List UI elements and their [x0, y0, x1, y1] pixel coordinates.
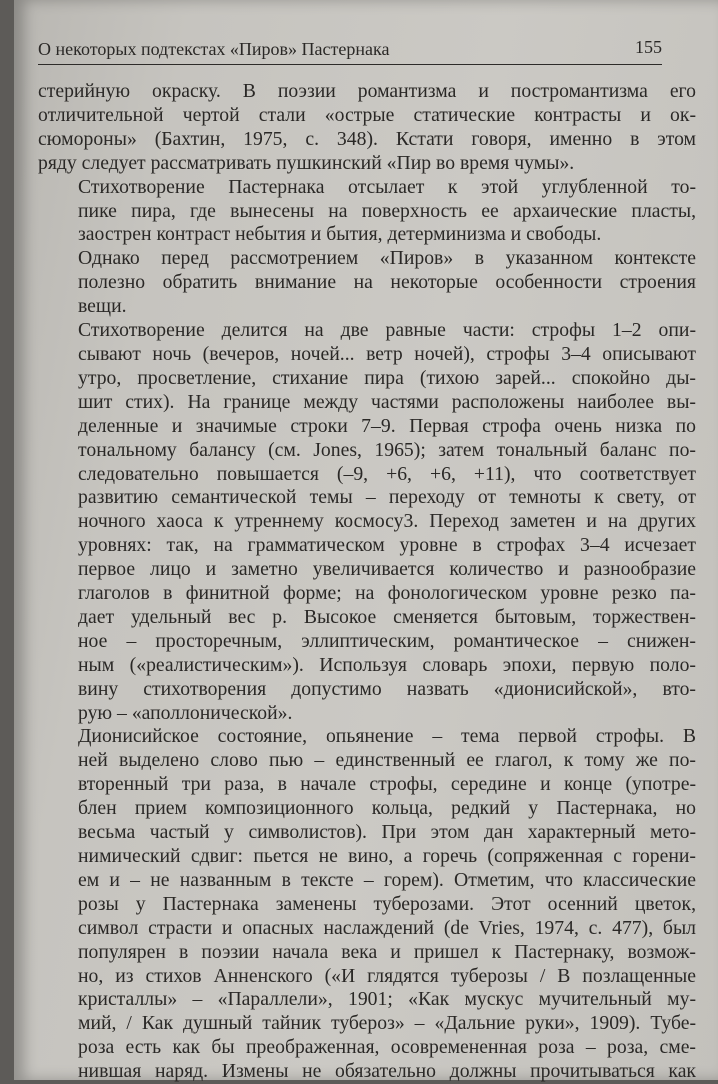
text-line: развитию семантической темы – переходу от темноты к свету, от: [78, 486, 696, 509]
text-line: ным («реалистическим»). Используя словарь эпохи, первую поло-: [78, 653, 696, 676]
text-line: следовательно повышается (–9, +6, +6, +11), что соответствует: [78, 462, 696, 485]
running-head: [38, 36, 662, 65]
text-line: нившая наряд. Измены не обязательно должны прочитываться как: [78, 1060, 696, 1083]
book-page: [14, 0, 718, 1083]
text-line: отличительной чертой стали «острые статические контрасты и ок-: [38, 103, 696, 126]
body-text: [38, 80, 696, 1084]
text-line: вещи.: [78, 295, 127, 318]
text-line: утро, просветление, стихание пира (тихою зарей... спокойно ды-: [78, 366, 696, 389]
text-line: рую – «аполлонической».: [78, 701, 293, 724]
text-line: нимический сдвиг: пьется не вино, а горечь (сопряженная с горени-: [78, 845, 696, 867]
text-line: дает удельный вес р. Высокое сменяется бытовым, торжествен-: [78, 605, 696, 628]
text-line: весьма частый у символистов). При этом дан характерный мето-: [78, 821, 696, 844]
text-line: символ страсти и опасных наслаждений (de Vries, 1974, c. 477), был: [78, 916, 696, 939]
text-line: Дионисийское состояние, опьянение – тема первой строфы. В: [78, 725, 696, 748]
text-line: ночного хаоса к утреннему космосу3. Переход заметен и на других: [78, 510, 696, 533]
paragraph: [38, 725, 696, 1084]
text-line: вину стихотворения допустимо назвать «дионисийской», вто-: [78, 677, 696, 700]
text-line: розы у Пастернака заменены туберозами. Этот осенний цветок,: [78, 892, 696, 915]
text-line: ем и – не названным в тексте – горем). Отметим, что классические: [78, 868, 696, 891]
page-number: 155: [635, 37, 662, 57]
text-line: пике пира, где вынесены на поверхность ее архаические пласты,: [78, 199, 696, 222]
text-line: кристаллы» – «Параллели», 1901; «Как мускус мучительный му-: [78, 988, 696, 1011]
text-line: вторенный три раза, в начале строфы, середине и конце (употре-: [78, 773, 696, 796]
text-line: ряду следует рассматривать пушкинский «Пир во время чумы».: [38, 151, 575, 174]
text-line: полезно обратить внимание на некоторые особенности строения: [78, 271, 696, 294]
running-head-title: О некоторых подтекстах «Пиров» Пастернака: [38, 39, 390, 59]
text-line: но, из стихов Анненского («И глядятся туберозы / В позлащенные: [78, 964, 696, 987]
text-line: глаголов в финитной форме; на фонологическом уровне резко па-: [78, 582, 696, 605]
text-line: ное – просторечным, эллиптическим, романтическое – снижен-: [78, 629, 696, 652]
text-line: деленные и значимые строки 7–9. Первая строфа очень низка по: [78, 414, 696, 437]
text-line: заострен контраст небытия и бытия, детерминизма и свободы.: [78, 223, 602, 246]
text-line: мий, / Как душный тайник тубероз» – «Дальние руки», 1909). Тубе-: [78, 1012, 696, 1035]
text-line: популярен в поэзии начала века и пришел к Пастернаку, возмож-: [78, 940, 696, 963]
paragraph: [38, 176, 696, 248]
text-line: сывают ночь (вечеров, ночей... ветр ночей), строфы 3–4 описывают: [78, 342, 696, 365]
text-line: роза есть как бы преображенная, осовремененная роза – роза, сме-: [78, 1036, 696, 1059]
text-line: уровнях: так, на грамматическом уровне в строфах 3–4 исчезает: [78, 534, 696, 557]
text-line: тональному балансу (см. Jones, 1965); затем тональный баланс по-: [78, 438, 696, 461]
paragraph: [38, 319, 696, 725]
paragraph: [38, 80, 696, 176]
text-line: сюмороны» (Бахтин, 1975, с. 348). Кстати говоря, именно в этом: [38, 127, 696, 150]
text-line: блен прием композиционного кольца, редкий у Пастернака, но: [78, 797, 696, 820]
text-line: ней выделено слово пью – единственный ее глагол, к тому же по-: [78, 749, 696, 772]
text-line: стерийную окраску. В поэзии романтизма и постромантизма его: [38, 80, 696, 102]
text-line: первое лицо и заметно увеличивается количество и разнообразие: [78, 558, 696, 581]
text-line: Стихотворение делится на две равные части: строфы 1–2 опи-: [78, 319, 696, 342]
text-line: шит стих). На границе между частями расположены наиболее вы-: [78, 390, 696, 413]
paragraph: [38, 247, 696, 319]
text-line: Однако перед рассмотрением «Пиров» в указанном контексте: [78, 247, 696, 270]
text-line: Стихотворение Пастернака отсылает к этой углубленной то-: [78, 175, 696, 198]
